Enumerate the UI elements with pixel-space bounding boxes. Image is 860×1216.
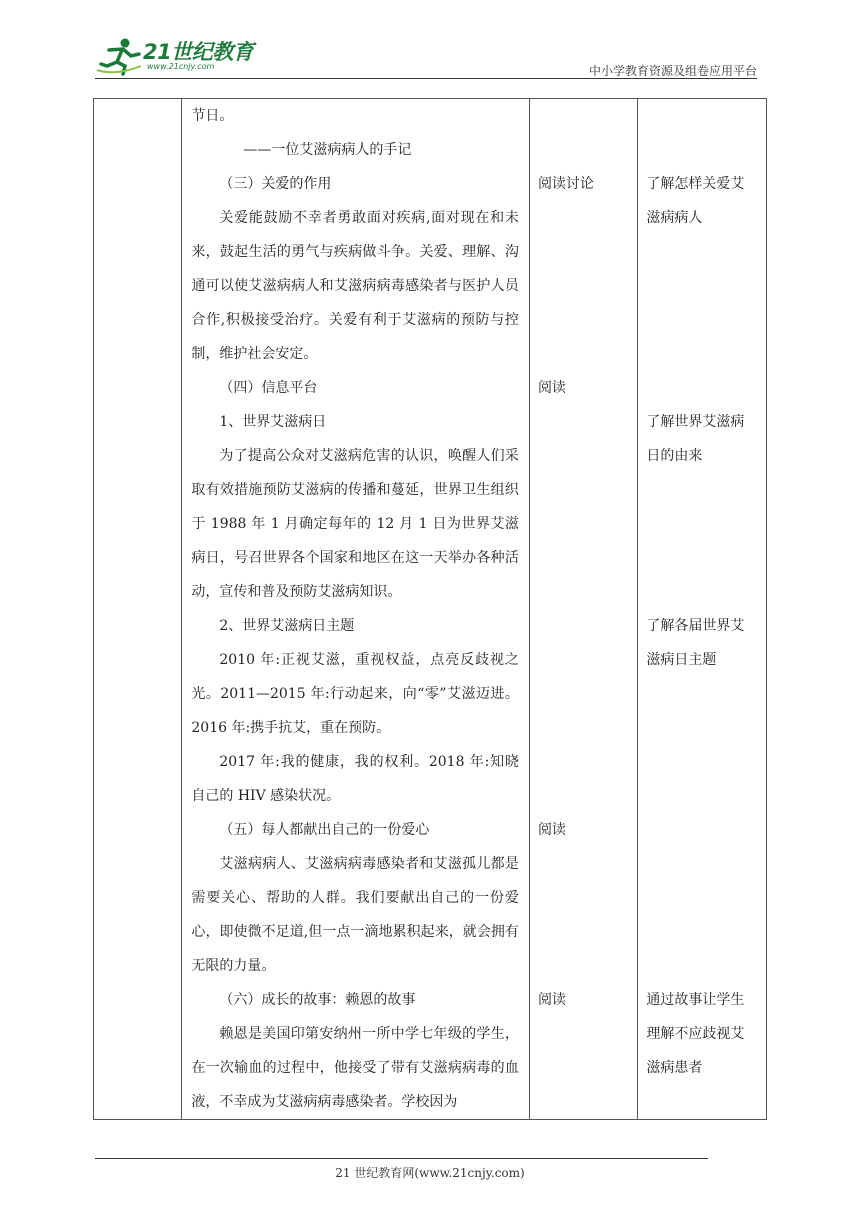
content-text [182,99,529,1119]
content-paragraph: 节日。 [191,108,234,124]
page-header [95,36,757,78]
intent-cell [638,99,767,1120]
logo-url: www.21cnjy.com [147,62,215,71]
content-paragraph: （四）信息平台 [219,380,318,396]
lesson-table [93,98,767,1120]
content-paragraph: 艾滋病病人、艾滋病病毒感染者和艾滋孤儿都是需要关心、帮助的人群。我们要献出自己的一份爱心，即使微不足道,但一点一滴地累积起来，就会拥有无限的力量。 [191,856,519,974]
activity-cell [529,99,637,1120]
content-paragraph: 关爱能鼓励不幸者勇敢面对疾病,面对现在和未来，鼓起生活的勇气与疾病做斗争。关爱、理解、沟通可以使艾滋病病人和艾滋病病毒感染者与医护人员合作,积极接受治疗。关爱有利于艾滋病的预防与控制，维护社会安定。 [191,210,519,362]
activity-label: 阅读 [537,380,566,396]
header-divider [95,78,757,79]
intent-label: 通过故事让学生理解不应歧视艾滋病患者 [646,992,745,1076]
platform-title: 中小学教育资源及组卷应用平台 [588,64,757,78]
content-paragraph: 2、世界艾滋病日主题 [219,618,355,634]
content-paragraph: 赖恩是美国印第安纳州一所中学七年级的学生，在一次输血的过程中，他接受了带有艾滋病病毒的血液，不幸成为艾滋病病毒感染者。学校因为 [191,1026,519,1110]
runner-icon [95,36,143,76]
content-paragraph: （六）成长的故事：赖恩的故事 [219,992,416,1008]
page-footer: 21 世纪教育网(www.21cnjy.com) [335,1166,525,1180]
footer-divider [95,1158,708,1159]
content-paragraph: 为了提高公众对艾滋病危害的认识，唤醒人们采取有效措施预防艾滋病的传播和蔓延，世界卫生组织于 1988 年 1 月确定每年的 12 月 1 日为世界艾滋病日，号召世界各个国家和地区在这一天举办各种活动，宣传和普及预防艾滋病知识。 [191,448,519,600]
content-cell [182,99,530,1120]
content-paragraph: 2017 年:我的健康，我的权利。2018 年:知晓自己的 HIV 感染状况。 [191,754,519,804]
content-paragraph: 2010 年:正视艾滋，重视权益，点亮反歧视之光。2011—2015 年:行动起来，向“零”艾滋迈进。2016 年:携手抗艾，重在预防。 [191,652,519,736]
content-paragraph: ——一位艾滋病病人的手记 [243,142,412,158]
intent-label: 了解各届世界艾滋病日主题 [646,618,745,668]
site-logo[interactable] [95,36,265,76]
logo-text: 21世纪教育 [143,40,254,64]
activity-label: 阅读讨论 [537,176,594,192]
stage-cell [94,99,182,1120]
content-paragraph: 1、世界艾滋病日 [219,414,327,430]
intent-label: 了解怎样关爱艾滋病病人 [646,176,745,226]
intent-label: 了解世界艾滋病日的由来 [646,414,745,464]
content-paragraph: （三）关爱的作用 [219,176,332,192]
content-paragraph: （五）每人都献出自己的一份爱心 [219,822,430,838]
activity-label: 阅读 [537,822,566,838]
activity-label: 阅读 [537,992,566,1008]
